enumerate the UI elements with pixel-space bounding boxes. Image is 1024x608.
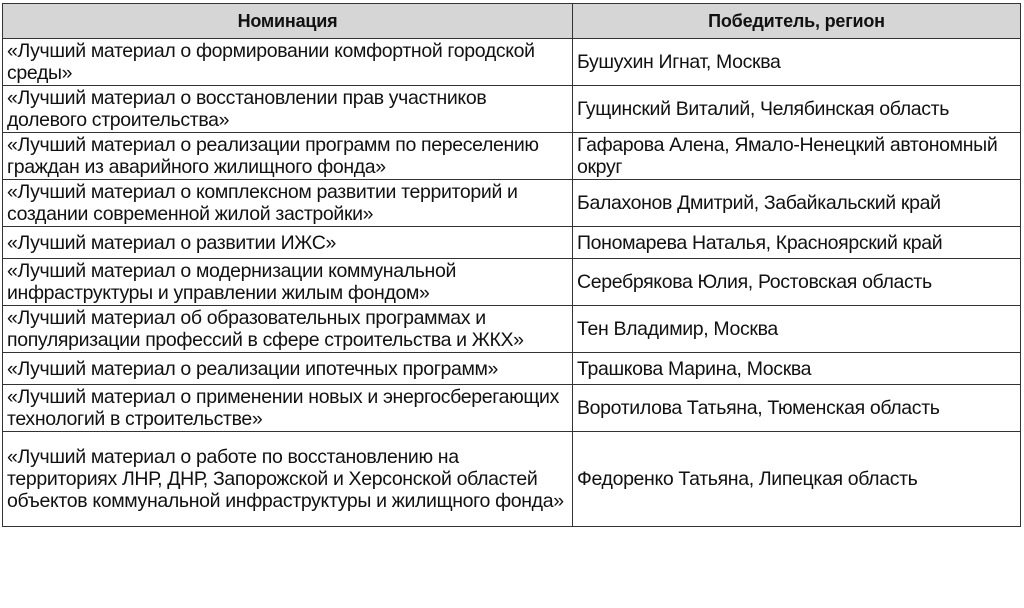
nomination-cell: «Лучший материал о модернизации коммунальной инфраструктуры и управлении жилым фондом» [3,259,573,306]
header-row [3,4,1021,39]
winner-cell: Пономарева Наталья, Красноярский край [573,227,1021,259]
nomination-cell: «Лучший материал о работе по восстановлению на территориях ЛНР, ДНР, Запорожской и Херсонской областей объектов коммунальной инфраструктуры и жилищного фонда» [3,432,573,527]
table-row [3,353,1021,385]
nomination-cell: «Лучший материал о применении новых и энергосберегающих технологий в строительстве» [3,385,573,432]
nomination-cell: «Лучший материал о восстановлении прав участников долевого строительства» [3,86,573,133]
table-row [3,39,1021,86]
winner-cell: Трашкова Марина, Москва [573,353,1021,385]
nomination-cell: «Лучший материал о формировании комфортной городской среды» [3,39,573,86]
header-winner: Победитель, регион [573,4,1021,39]
header-nomination: Номинация [3,4,573,39]
table-row [3,86,1021,133]
nomination-cell: «Лучший материал о реализации ипотечных программ» [3,353,573,385]
table-row [3,306,1021,353]
winner-cell: Воротилова Татьяна, Тюменская область [573,385,1021,432]
winner-cell: Гафарова Алена, Ямало-Ненецкий автономный округ [573,133,1021,180]
nomination-cell: «Лучший материал о реализации программ по переселению граждан из аварийного жилищного фонда» [3,133,573,180]
table-row [3,180,1021,227]
nomination-cell: «Лучший материал о развитии ИЖС» [3,227,573,259]
table-row [3,133,1021,180]
winner-cell: Тен Владимир, Москва [573,306,1021,353]
table-row [3,259,1021,306]
table-body [3,39,1021,527]
winner-cell: Федоренко Татьяна, Липецкая область [573,432,1021,527]
table-row [3,432,1021,527]
table-row [3,385,1021,432]
winners-table [2,3,1021,527]
winner-cell: Балахонов Дмитрий, Забайкальский край [573,180,1021,227]
nomination-cell: «Лучший материал о комплексном развитии территорий и создании современной жилой застройки» [3,180,573,227]
table-header [3,4,1021,39]
winners-table-container [2,3,1020,527]
nomination-cell: «Лучший материал об образовательных программах и популяризации профессий в сфере строительства и ЖКХ» [3,306,573,353]
table-row [3,227,1021,259]
winner-cell: Серебрякова Юлия, Ростовская область [573,259,1021,306]
winner-cell: Гущинский Виталий, Челябинская область [573,86,1021,133]
winner-cell: Бушухин Игнат, Москва [573,39,1021,86]
